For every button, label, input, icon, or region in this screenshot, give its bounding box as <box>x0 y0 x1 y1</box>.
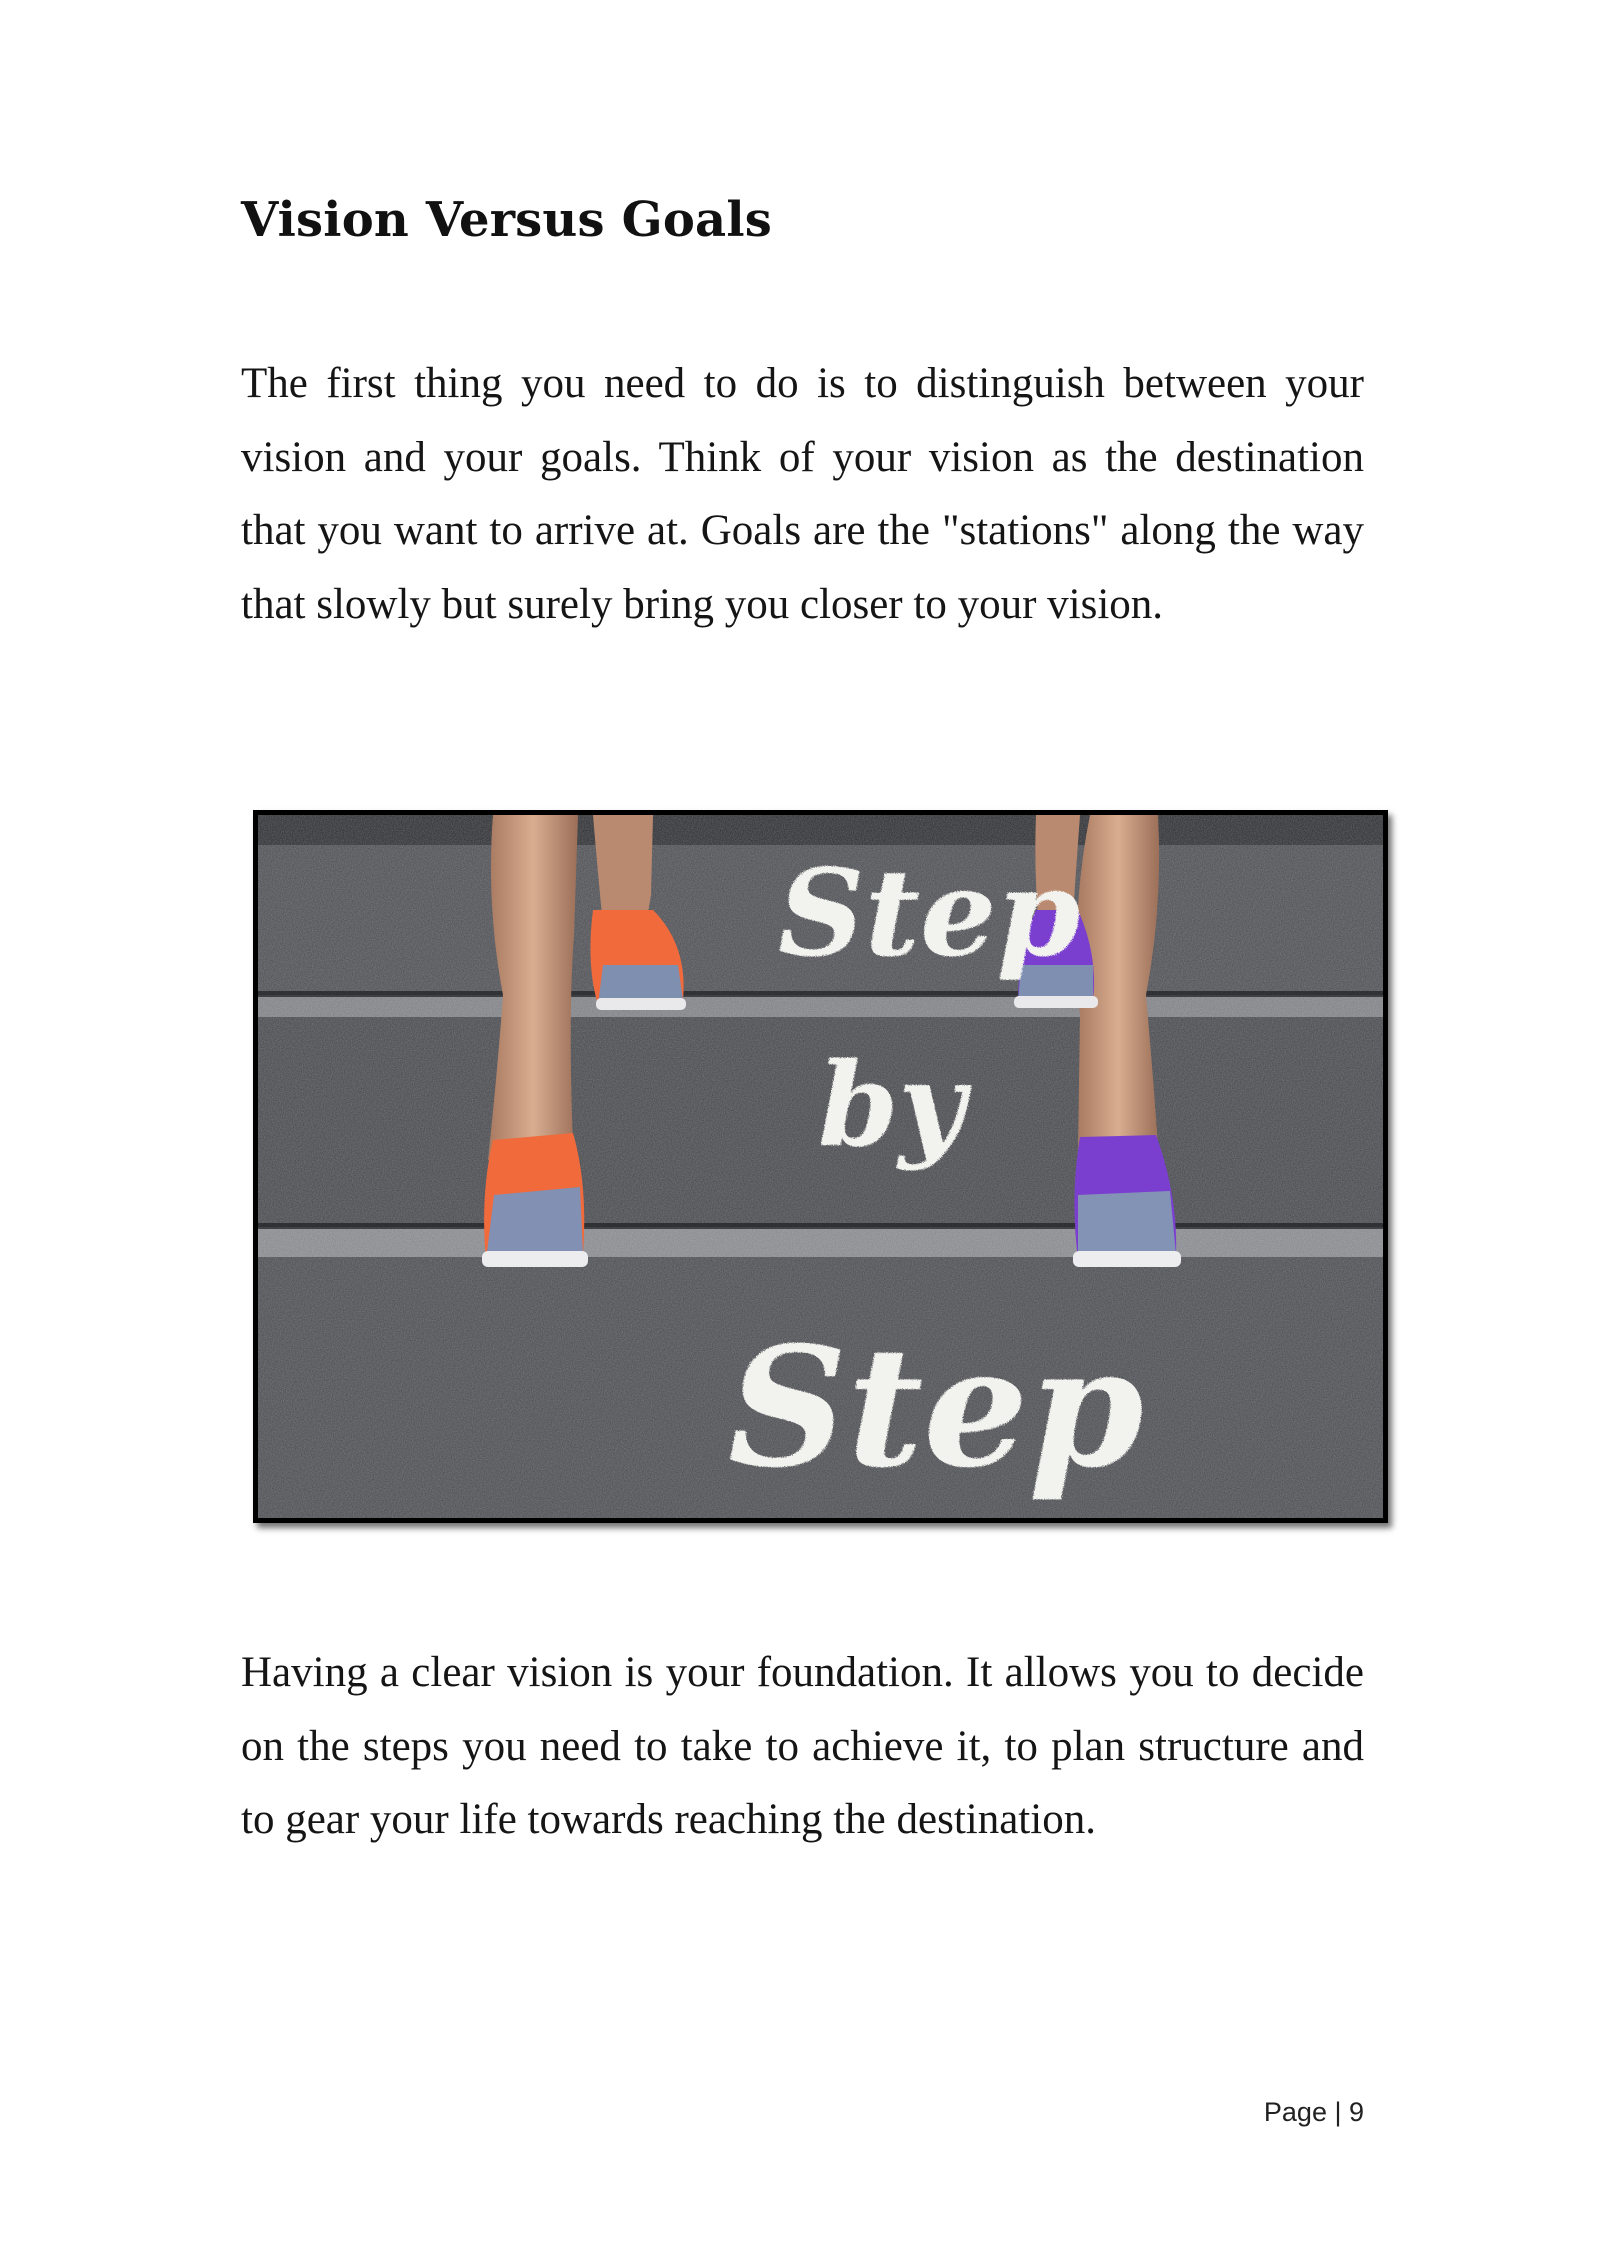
chalk-word-by: by <box>818 1038 966 1173</box>
stairs-illustration <box>258 815 1383 1518</box>
section-heading: Vision Versus Goals <box>241 192 773 248</box>
page-number: Page | 9 <box>1263 2097 1364 2127</box>
chalk-word-step-top: Step <box>778 843 1081 984</box>
foundation-paragraph: Having a clear vision is your foundation. It allows you to decide on the steps you need to take to achieve it, to plan structure and to gear your life towards reaching the destination. <box>241 1649 1364 1843</box>
chalk-word-step-bottom: Step <box>728 1310 1144 1504</box>
intro-paragraph: The first thing you need to do is to distinguish between your vision and your goals. Think of your vision as the destination that you want to arrive at. Goals are the "stations" along the way that slowly but surely bring you closer to your vision. <box>241 360 1364 628</box>
step-by-step-photo <box>253 810 1388 1523</box>
